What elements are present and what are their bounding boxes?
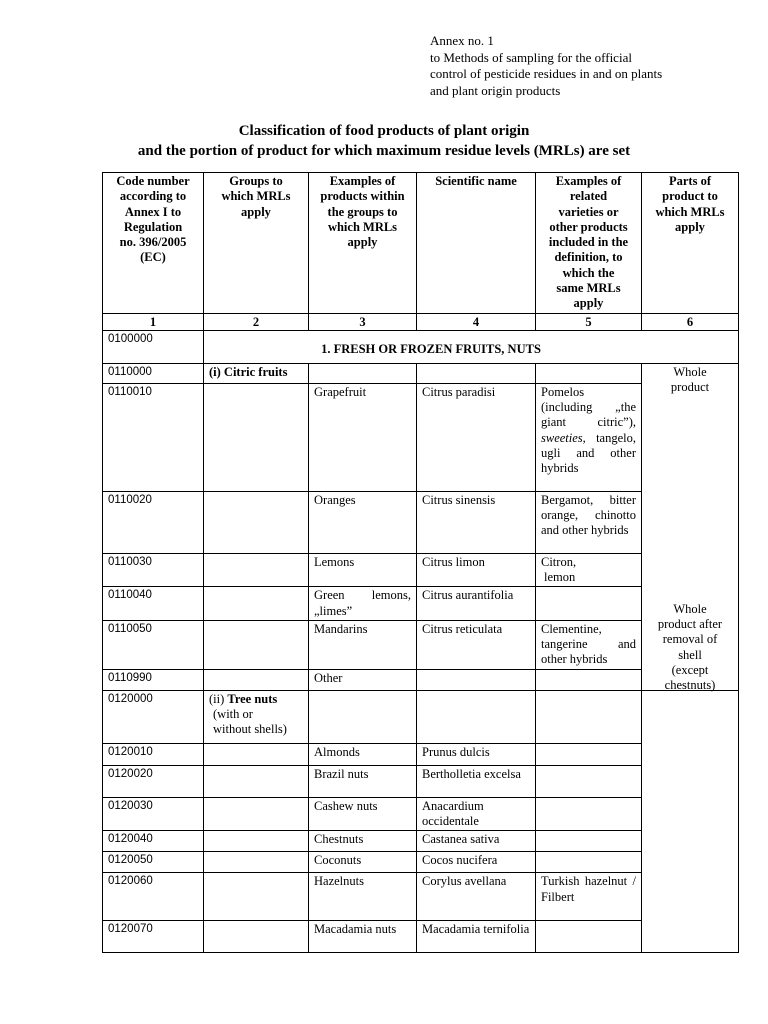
group-cell bbox=[204, 797, 309, 831]
annex-note bbox=[430, 33, 750, 99]
title-line: and the portion of product for which maximum residue levels (MRLs) are set bbox=[137, 143, 631, 159]
group-cell: (ii) Tree nuts (with or without shells) bbox=[204, 690, 309, 743]
column-number: 6 bbox=[642, 313, 739, 330]
annex-line: control of pesticide residues in and on plants bbox=[430, 66, 663, 81]
example-cell: Grapefruit bbox=[309, 383, 417, 491]
example-cell: Cashew nuts bbox=[309, 797, 417, 831]
group-cell bbox=[204, 491, 309, 553]
column-number: 3 bbox=[309, 313, 417, 330]
group-cell bbox=[204, 669, 309, 690]
column-number-row bbox=[103, 313, 739, 330]
scientific-cell bbox=[417, 690, 536, 743]
group-cell bbox=[204, 831, 309, 852]
code-cell: 0110990 bbox=[103, 669, 204, 690]
header-groups: Groups to which MRLs apply bbox=[204, 173, 309, 314]
code-cell: 0120050 bbox=[103, 852, 204, 873]
related-cell bbox=[536, 743, 642, 765]
header-examples: Examples of products within the groups to which MRLs apply bbox=[309, 173, 417, 314]
code-cell: 0120000 bbox=[103, 690, 204, 743]
table-row bbox=[103, 363, 739, 383]
example-cell: Hazelnuts bbox=[309, 873, 417, 921]
related-cell bbox=[536, 690, 642, 743]
code-cell: 0120010 bbox=[103, 743, 204, 765]
group-cell bbox=[204, 765, 309, 797]
related-cell bbox=[536, 669, 642, 690]
related-cell bbox=[536, 797, 642, 831]
group-cell bbox=[204, 852, 309, 873]
code-cell: 0120070 bbox=[103, 921, 204, 953]
example-cell: Brazil nuts bbox=[309, 765, 417, 797]
scientific-cell: Citrus paradisi bbox=[417, 383, 536, 491]
header-related: Examples of related varieties or other products included in the definition, to which the same MRLs apply bbox=[536, 173, 642, 314]
code-cell: 0120040 bbox=[103, 831, 204, 852]
scientific-cell: Anacardium occidentale bbox=[417, 797, 536, 831]
related-cell bbox=[536, 921, 642, 953]
related-cell: Bergamot, bitter orange, chinotto and other hybrids bbox=[536, 491, 642, 553]
group-cell bbox=[204, 553, 309, 587]
section-row bbox=[103, 330, 739, 363]
example-cell: Green lemons, „limes” bbox=[309, 587, 417, 621]
group-cell bbox=[204, 620, 309, 669]
scientific-cell: Bertholletia excelsa bbox=[417, 765, 536, 797]
code-cell: 0110000 bbox=[103, 363, 204, 383]
example-cell bbox=[309, 690, 417, 743]
title-line: Classification of food products of plant origin bbox=[238, 123, 530, 139]
classification-table bbox=[102, 172, 739, 953]
related-cell: Clementine, tangerine and other hybrids bbox=[536, 620, 642, 669]
code-cell: 0100000 bbox=[103, 330, 204, 363]
scientific-cell bbox=[417, 363, 536, 383]
table-row bbox=[103, 690, 739, 743]
parts-cell: Whole product bbox=[642, 363, 739, 690]
group-cell bbox=[204, 743, 309, 765]
code-cell: 0120030 bbox=[103, 797, 204, 831]
related-cell bbox=[536, 852, 642, 873]
group-cell bbox=[204, 383, 309, 491]
scientific-cell: Citrus aurantifolia bbox=[417, 587, 536, 621]
header-row bbox=[103, 173, 739, 314]
example-cell: Coconuts bbox=[309, 852, 417, 873]
scientific-cell: Citrus reticulata bbox=[417, 620, 536, 669]
column-number: 5 bbox=[536, 313, 642, 330]
annex-line: to Methods of sampling for the official bbox=[430, 49, 632, 65]
related-cell: Citron, lemon bbox=[536, 553, 642, 587]
scientific-cell: Citrus limon bbox=[417, 553, 536, 587]
header-code: Code number according to Annex I to Regulation no. 396/2005 (EC) bbox=[103, 173, 204, 314]
related-cell bbox=[536, 765, 642, 797]
code-cell: 0110050 bbox=[103, 620, 204, 669]
section-title: 1. FRESH OR FROZEN FRUITS, NUTS bbox=[204, 330, 739, 363]
document-title bbox=[0, 121, 768, 161]
annex-line: Annex no. 1 bbox=[430, 33, 494, 48]
scientific-cell: Castanea sativa bbox=[417, 831, 536, 852]
scientific-cell bbox=[417, 669, 536, 690]
scientific-cell: Cocos nucifera bbox=[417, 852, 536, 873]
example-cell: Other bbox=[309, 669, 417, 690]
annex-line: and plant origin products bbox=[430, 82, 561, 98]
parts-cell: Whole product after removal of shell (except chestnuts) bbox=[642, 690, 739, 953]
code-cell: 0110020 bbox=[103, 491, 204, 553]
example-cell bbox=[309, 363, 417, 383]
related-cell bbox=[536, 587, 642, 621]
group-cell: (i) Citric fruits bbox=[204, 363, 309, 383]
scientific-cell: Prunus dulcis bbox=[417, 743, 536, 765]
example-cell: Mandarins bbox=[309, 620, 417, 669]
code-cell: 0120060 bbox=[103, 873, 204, 921]
code-cell: 0110030 bbox=[103, 553, 204, 587]
example-cell: Oranges bbox=[309, 491, 417, 553]
related-cell: Turkish hazelnut / Filbert bbox=[536, 873, 642, 921]
related-cell: Pomelos (including „the giant citric”), sweeties, tangelo, ugli and other hybrids bbox=[536, 383, 642, 491]
example-cell: Macadamia nuts bbox=[309, 921, 417, 953]
code-cell: 0110040 bbox=[103, 587, 204, 621]
example-cell: Almonds bbox=[309, 743, 417, 765]
scientific-cell: Corylus avellana bbox=[417, 873, 536, 921]
group-cell bbox=[204, 587, 309, 621]
example-cell: Lemons bbox=[309, 553, 417, 587]
column-number: 4 bbox=[417, 313, 536, 330]
column-number: 2 bbox=[204, 313, 309, 330]
header-scientific: Scientific name bbox=[417, 173, 536, 314]
group-cell bbox=[204, 921, 309, 953]
column-number: 1 bbox=[103, 313, 204, 330]
scientific-cell: Macadamia ternifolia bbox=[417, 921, 536, 953]
related-cell bbox=[536, 831, 642, 852]
header-parts: Parts of product to which MRLs apply bbox=[642, 173, 739, 314]
scientific-cell: Citrus sinensis bbox=[417, 491, 536, 553]
code-cell: 0120020 bbox=[103, 765, 204, 797]
example-cell: Chestnuts bbox=[309, 831, 417, 852]
related-cell bbox=[536, 363, 642, 383]
code-cell: 0110010 bbox=[103, 383, 204, 491]
group-cell bbox=[204, 873, 309, 921]
